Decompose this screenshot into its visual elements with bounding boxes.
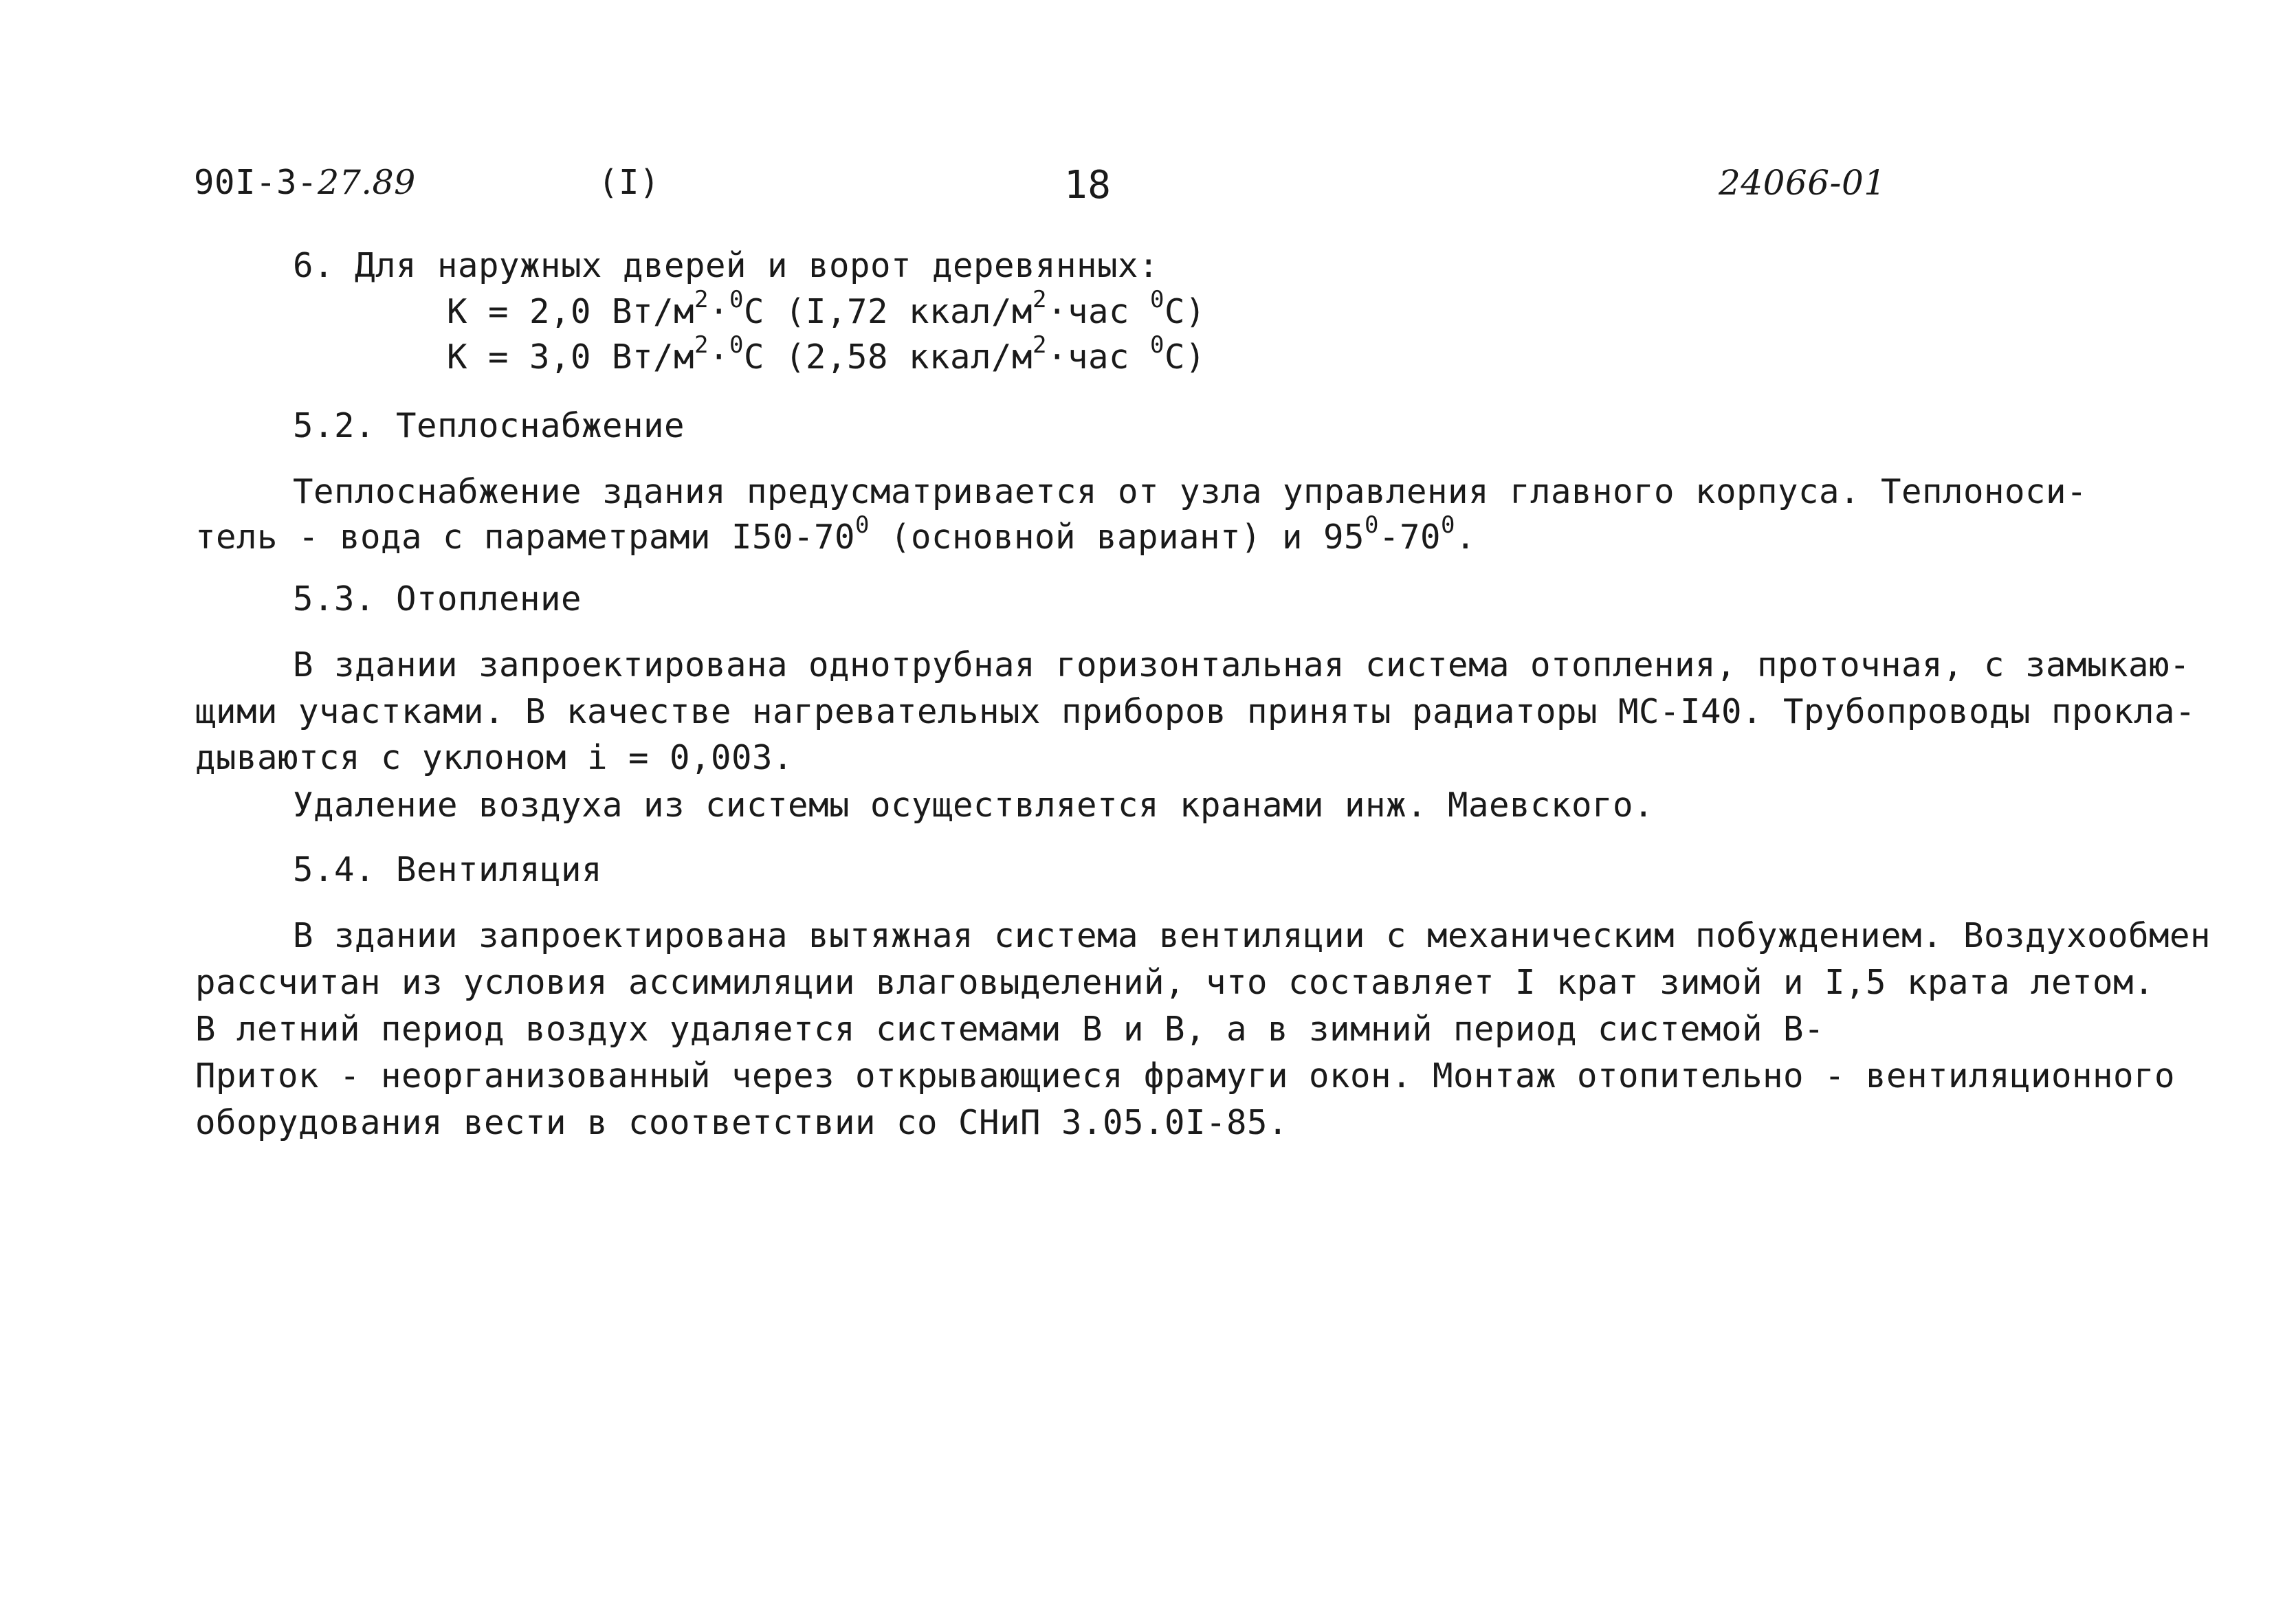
section-5-3-line-4: Удаление воздуха из системы осуществляется кранами инж. Маевского. bbox=[293, 786, 1655, 825]
section-5-2-line-1: Теплоснабжение здания предусматривается от узла управления главного корпуса. Теплоноси- bbox=[293, 472, 2088, 511]
section-5-4-line-3: В летний период воздух удаляется системами В и В, а в зимний период системой В- bbox=[195, 1010, 1825, 1049]
section-5-3-line-2: щими участками. В качестве нагревательных приборов приняты радиаторы МС-I40. Трубопроводы прокла- bbox=[195, 692, 2196, 731]
section-5-4-line-4: Приток - неорганизованный через открывающиеся фрамуги окон. Монтаж отопительно - вентиляционного bbox=[195, 1056, 2176, 1095]
heading-5-2: 5.2. Теплоснабжение bbox=[293, 406, 685, 445]
page-number: 18 bbox=[1064, 163, 1112, 208]
formula-k-3: К = 3,0 $Вт/м^2\cdot^0С$ (2,58 ккал/$м^2\cdot час$ $^0$С) bbox=[447, 331, 1206, 377]
volume-number: (I) bbox=[598, 163, 661, 202]
section-5-3-line-1: В здании запроектирована однотрубная горизонтальная система отопления, проточная, с замыкаю- bbox=[293, 645, 2191, 685]
item-6-text: 6. Для наружных дверей и ворот деревянных: bbox=[293, 246, 1160, 285]
section-5-2-line-2: тель - вода с параметрами $I50-70^0$ (основной вариант) и $95^0-70^0$. bbox=[195, 511, 1477, 557]
section-5-4-line-1: В здании запроектирована вытяжная система вентиляции с механическим побуждением. Воздухообмен bbox=[293, 916, 2211, 955]
section-5-4-line-5: оборудования вести в соответствии со СНиП 3.05.0I-85. bbox=[195, 1103, 1289, 1142]
section-5-3-line-3: дываются с уклоном i = 0,003. bbox=[195, 738, 794, 777]
formula-k-2: К = 2,0 $Вт/м^2\cdot^0С$ (I,72 ккал/$м^2\cdot час$ $^0$С) bbox=[447, 285, 1206, 331]
archive-number: 24066-01 bbox=[1719, 163, 1886, 203]
doc-code bbox=[194, 162, 416, 203]
section-5-4-line-2: рассчитан из условия ассимиляции влаговыделений, что составляет I крат зимой и I,5 крата летом. bbox=[195, 963, 2155, 1002]
heading-5-4: 5.4. Вентиляция bbox=[293, 850, 603, 889]
heading-5-3: 5.3. Отопление bbox=[293, 579, 582, 619]
doc-code-prefix: 90I-3- bbox=[194, 163, 318, 202]
doc-code-handwritten: 27.89 bbox=[318, 163, 416, 202]
